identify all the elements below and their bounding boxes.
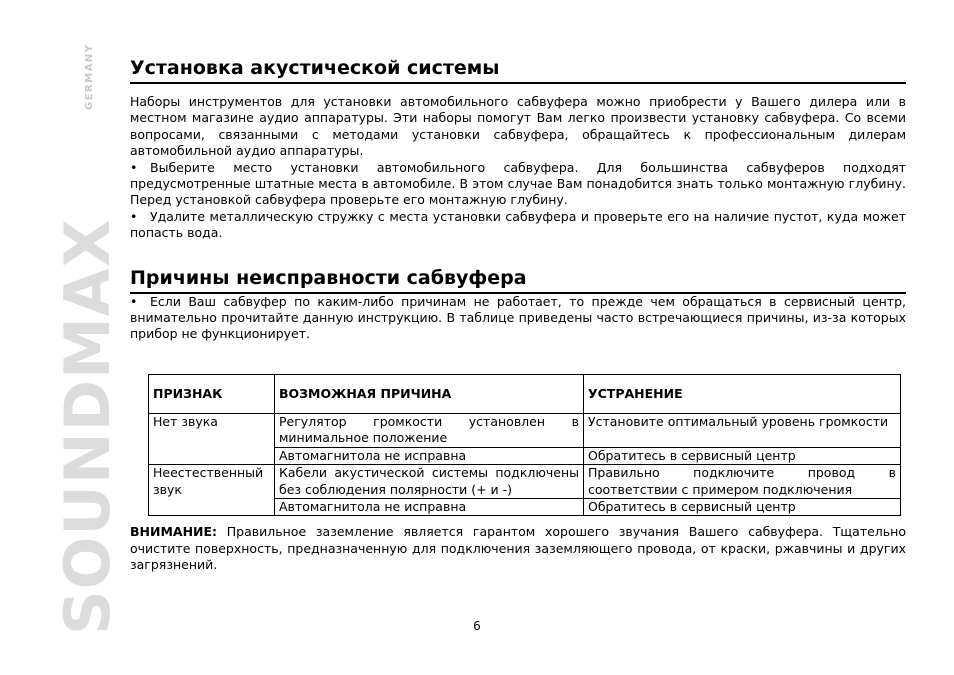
- bullet-marker: •: [130, 293, 138, 309]
- section-title-installation: Установка акустической системы: [130, 56, 906, 84]
- header-fix: УСТРАНЕНИЕ: [584, 374, 901, 413]
- faults-bullet: [130, 294, 906, 343]
- header-cause: ВОЗМОЖНАЯ ПРИЧИНА: [275, 374, 584, 413]
- warning-note: [130, 524, 906, 573]
- cause-cell: Кабели акустической системы подключены без соблюдения полярности (+ и -): [275, 465, 584, 499]
- fix-cell: Установите оптимальный уровень громкости: [584, 413, 901, 447]
- bullet-marker: •: [130, 208, 138, 224]
- brand-country: GERMANY: [84, 43, 95, 110]
- bullet-text: Выберите место установки автомобильного сабвуфера. Для большинства сабвуферов подходят предусмотренные штатные места в автомобиле. В этом случае Вам понадобится знать только монтажную глубину. Перед установкой сабвуфера проверьте его монтажную глубину.: [130, 159, 906, 208]
- installation-intro: Наборы инструментов для установки автомобильного сабвуфера можно приобрести у Вашего дилера или в местном магазине аудио аппаратуры. Эти наборы помогут Вам легко произвести установку сабвуфера. Со всеми вопросами, связанными с методами установки сабвуфера, обращайтесь к профессиональным дилерам автомобильной аудио аппаратуры.: [130, 94, 906, 159]
- symptom-cell: Неестественный звук: [149, 465, 275, 516]
- warning-text: Правильное заземление является гарантом хорошего звучания Вашего сабвуфера. Тщательно очистите поверхность, предназначенную для подключения заземляющего провода, от краски, ржавчины и других загрязнений.: [130, 524, 906, 573]
- bullet-text: Если Ваш сабвуфер по каким-либо причинам не работает, то прежде чем обращаться в сервисный центр, внимательно прочитайте данную инструкцию. В таблице приведены часто встречающиеся причины, из-за которых прибор не функционирует.: [130, 293, 906, 342]
- table-header-row: [149, 374, 901, 413]
- installation-bullet: [130, 209, 906, 242]
- warning-label: ВНИМАНИЕ:: [130, 524, 218, 540]
- fix-cell: Обратитесь в сервисный центр: [584, 498, 901, 515]
- troubleshooting-table: [148, 374, 901, 516]
- brand-name: SOUNDMAX: [51, 218, 124, 635]
- page-number: 6: [473, 619, 481, 633]
- fix-cell: Обратитесь в сервисный центр: [584, 447, 901, 464]
- brand-logo: [48, 43, 124, 635]
- fix-cell: Правильно подключите провод в соответствии с примером подключения: [584, 465, 901, 499]
- page-content: [130, 56, 906, 574]
- section-title-faults: Причины неисправности сабвуфера: [130, 266, 906, 294]
- installation-bullet: [130, 160, 906, 209]
- cause-cell: Регулятор громкости установлен в минимальное положение: [275, 413, 584, 447]
- cause-cell: Автомагнитола не исправна: [275, 447, 584, 464]
- cause-cell: Автомагнитола не исправна: [275, 498, 584, 515]
- table-row: [149, 465, 901, 499]
- table-row: [149, 413, 901, 447]
- bullet-marker: •: [130, 159, 138, 175]
- bullet-text: Удалите металлическую стружку с места установки сабвуфера и проверьте его на наличие пустот, куда может попасть вода.: [130, 208, 906, 241]
- header-symptom: ПРИЗНАК: [149, 374, 275, 413]
- symptom-cell: Нет звука: [149, 413, 275, 464]
